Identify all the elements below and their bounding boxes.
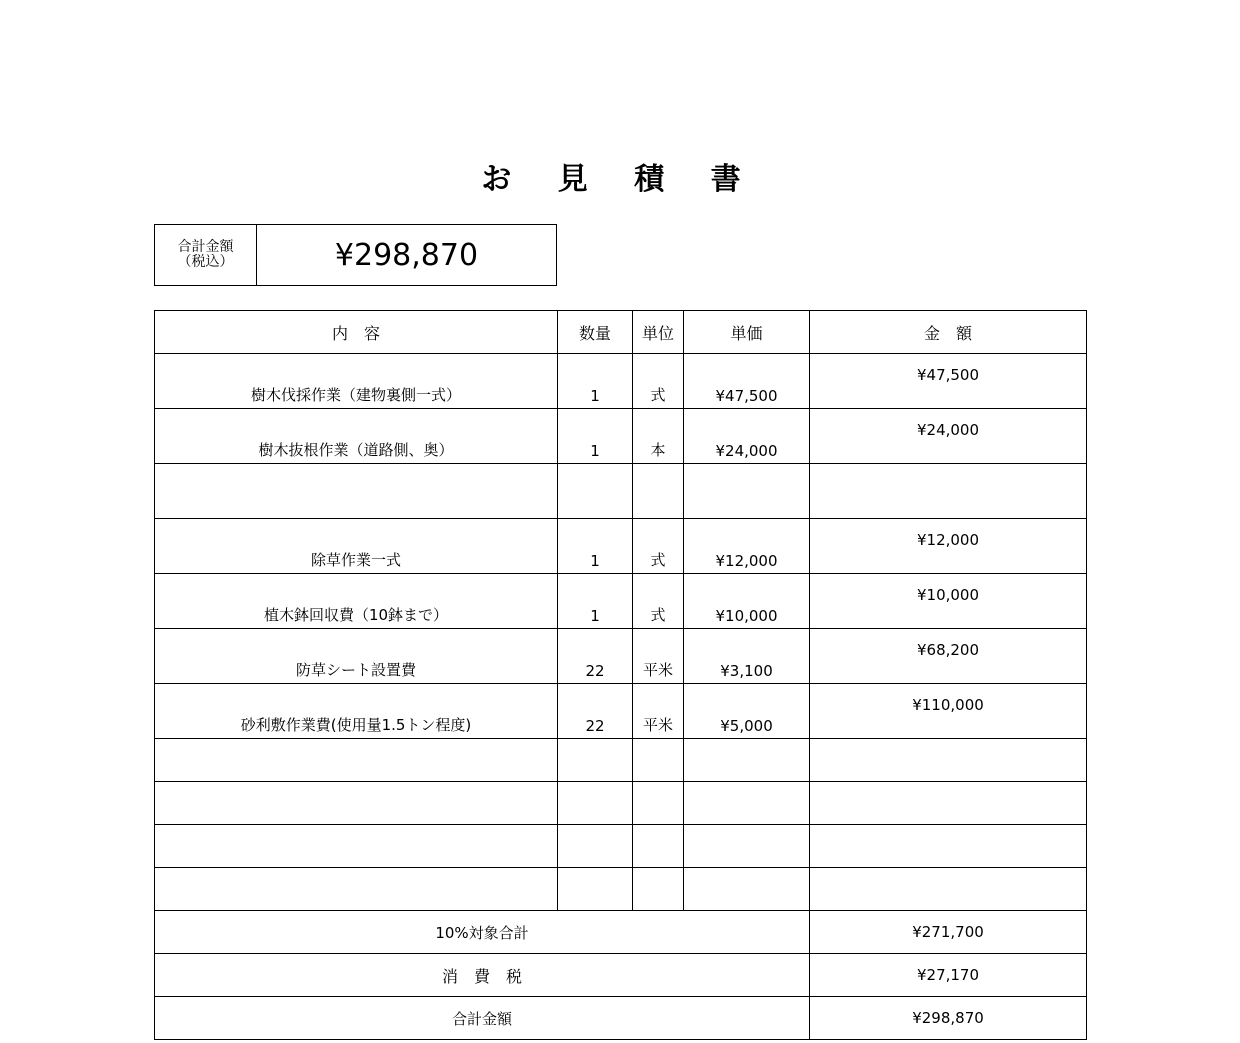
row-item (155, 825, 558, 868)
row-price: ¥3,100 (684, 629, 810, 684)
document-title: お 見 積 書 (481, 162, 759, 197)
row-amount (810, 782, 1087, 825)
row-qty (558, 464, 633, 519)
total-label-line1: 合計金額 (177, 239, 234, 255)
total-amount-box (154, 224, 557, 286)
row-item: 砂利敷作業費(使用量1.5トン程度) (155, 684, 558, 739)
row-qty: 22 (558, 684, 633, 739)
header-amount: 金 額 (810, 311, 1087, 354)
total-label-line2: （税込） (177, 254, 234, 270)
row-price: ¥47,500 (684, 354, 810, 409)
row-unit: 本 (633, 409, 684, 464)
row-price (684, 739, 810, 782)
grand-total-label: 合計金額 (155, 997, 810, 1040)
row-qty (558, 782, 633, 825)
row-qty (558, 739, 633, 782)
row-qty: 1 (558, 519, 633, 574)
row-unit (633, 464, 684, 519)
row-qty: 22 (558, 629, 633, 684)
row-qty: 1 (558, 354, 633, 409)
row-unit (633, 825, 684, 868)
row-price: ¥10,000 (684, 574, 810, 629)
header-price: 単価 (684, 311, 810, 354)
summary-row-tax (155, 954, 1087, 997)
row-amount: ¥110,000 (810, 684, 1087, 739)
row-qty: 1 (558, 574, 633, 629)
table-row (155, 825, 1087, 868)
row-unit: 平米 (633, 629, 684, 684)
table-row (155, 868, 1087, 911)
row-unit: 式 (633, 574, 684, 629)
row-price (684, 868, 810, 911)
row-price: ¥24,000 (684, 409, 810, 464)
row-amount (810, 868, 1087, 911)
total-amount-label (155, 225, 257, 285)
row-item (155, 782, 558, 825)
row-item: 除草作業一式 (155, 519, 558, 574)
row-unit: 式 (633, 519, 684, 574)
table-row (155, 684, 1087, 739)
table-header-row (155, 311, 1087, 354)
row-price: ¥12,000 (684, 519, 810, 574)
row-amount: ¥47,500 (810, 354, 1087, 409)
row-amount (810, 825, 1087, 868)
row-amount: ¥24,000 (810, 409, 1087, 464)
row-qty (558, 825, 633, 868)
row-item: 樹木伐採作業（建物裏側一式） (155, 354, 558, 409)
table-row (155, 782, 1087, 825)
table-row (155, 409, 1087, 464)
row-amount: ¥12,000 (810, 519, 1087, 574)
table-row (155, 464, 1087, 519)
row-price (684, 782, 810, 825)
tax-label: 消 費 税 (155, 954, 810, 997)
row-qty: 1 (558, 409, 633, 464)
row-amount (810, 464, 1087, 519)
row-item (155, 739, 558, 782)
row-item: 樹木抜根作業（道路側、奥） (155, 409, 558, 464)
table-row (155, 519, 1087, 574)
row-unit (633, 868, 684, 911)
table-row (155, 629, 1087, 684)
total-amount-value: ¥298,870 (334, 237, 479, 273)
row-unit: 平米 (633, 684, 684, 739)
table-row (155, 574, 1087, 629)
row-price (684, 825, 810, 868)
row-unit (633, 782, 684, 825)
header-item: 内 容 (155, 311, 558, 354)
row-item: 防草シート設置費 (155, 629, 558, 684)
row-unit (633, 739, 684, 782)
table-row (155, 739, 1087, 782)
summary-row-total (155, 997, 1087, 1040)
row-price (684, 464, 810, 519)
tax-value: ¥27,170 (810, 954, 1087, 997)
row-amount: ¥68,200 (810, 629, 1087, 684)
row-item (155, 464, 558, 519)
grand-total-value: ¥298,870 (810, 997, 1087, 1040)
header-unit: 単位 (633, 311, 684, 354)
estimate-table (154, 310, 1087, 1040)
row-amount (810, 739, 1087, 782)
row-amount: ¥10,000 (810, 574, 1087, 629)
row-qty (558, 868, 633, 911)
summary-row-subtotal (155, 911, 1087, 954)
row-unit: 式 (633, 354, 684, 409)
row-price: ¥5,000 (684, 684, 810, 739)
header-qty: 数量 (558, 311, 633, 354)
row-item (155, 868, 558, 911)
table-row (155, 354, 1087, 409)
row-item: 植木鉢回収費（10鉢まで） (155, 574, 558, 629)
subtotal-value: ¥271,700 (810, 911, 1087, 954)
subtotal-label: 10%対象合計 (155, 911, 810, 954)
